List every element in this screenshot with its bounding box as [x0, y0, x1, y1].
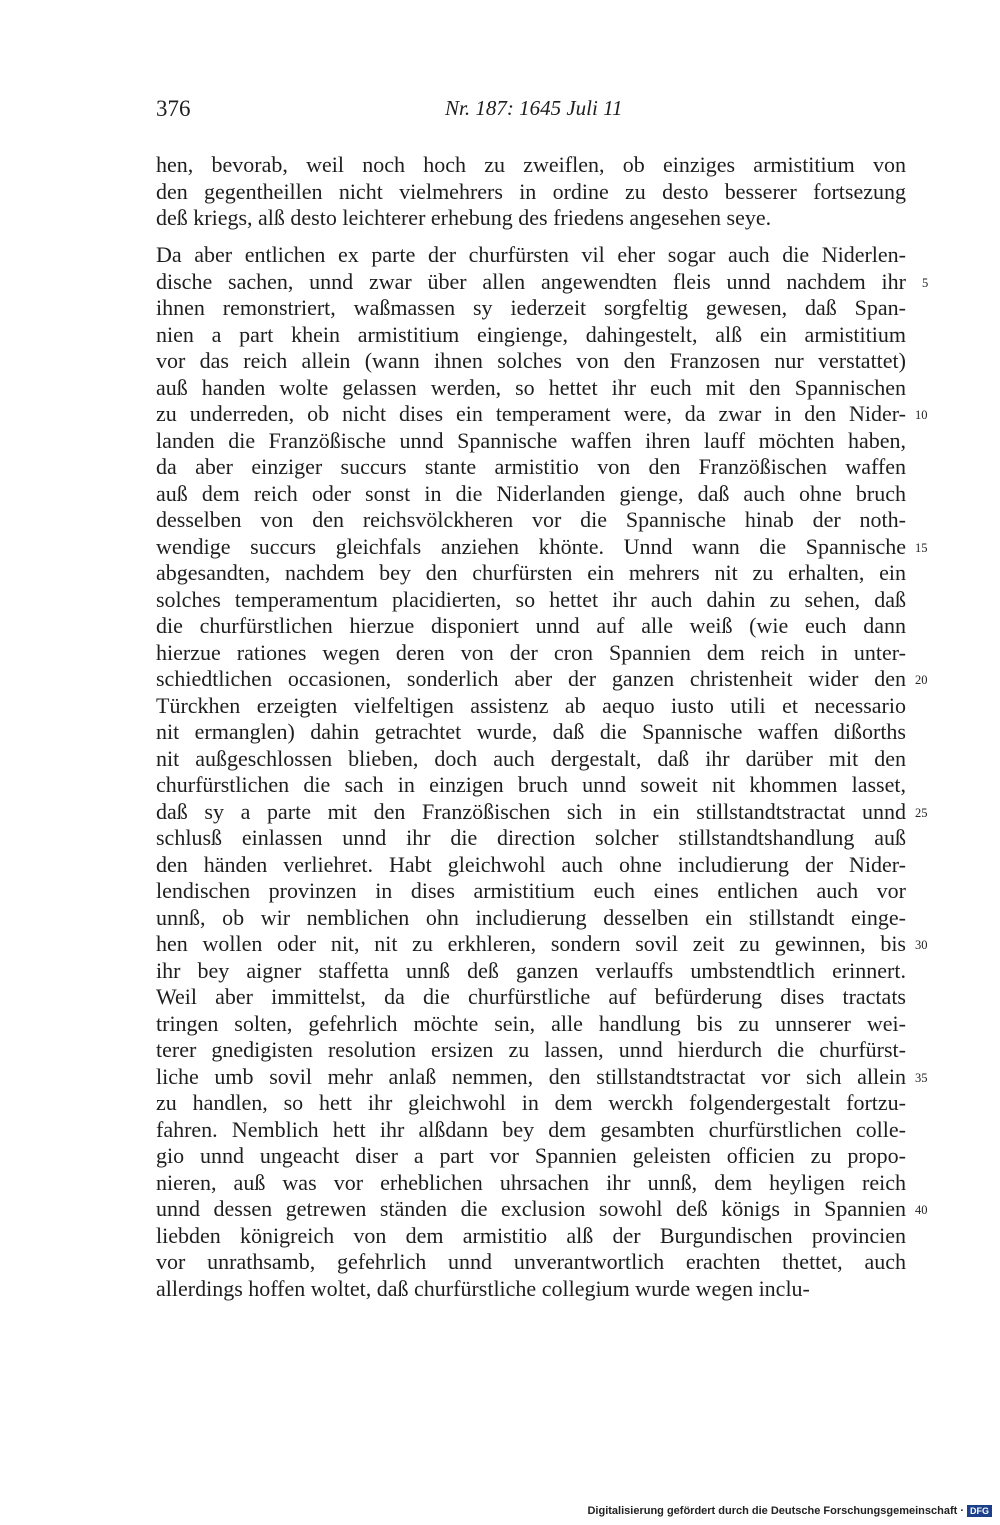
- text-line: wendige succurs gleichfals anziehen khönte. Unnd wann die Spannische: [156, 533, 906, 559]
- line-number: 30: [915, 938, 928, 952]
- text-line: desselben von den reichsvölckheren vor die Spannische hinab der noth-: [156, 507, 906, 532]
- text-line: schlusß einlassen unnd ihr die direction solcher stillstandtshandlung auß: [156, 825, 906, 850]
- text-line: den gegentheillen nicht vielmehrers in ordine zu desto besserer fortsezung: [156, 178, 906, 204]
- text-line: liebden königreich von dem armistitio alß der Burgundischen provincien: [156, 1222, 906, 1248]
- line-number: 5: [922, 275, 929, 290]
- text-line: da aber einziger succurs stante armistitio von den Franzößischen waffen: [156, 454, 906, 479]
- footer-text: Digitalisierung gefördert durch die Deutsche Forschungsgemeinschaft ·: [587, 1505, 964, 1517]
- line-number: 40: [915, 1203, 928, 1217]
- text-line: terer gnedigisten resolution ersizen zu lassen, unnd hierdurch die churfürst-: [156, 1037, 906, 1062]
- text-line: daß sy a parte mit den Franzößischen sich in ein stillstandtstractat unnd: [156, 798, 906, 824]
- text-line: deß kriegs, alß desto leichterer erhebung des friedens angesehen seye.: [156, 205, 772, 230]
- text-line: hierzue rationes wegen deren von der cron Spannien dem reich in unter-: [156, 639, 906, 665]
- text-line: unnß, ob wir nemblichen ohn includierung desselben ein stillstandt einge-: [156, 904, 906, 930]
- text-line: unnd dessen getrewen ständen die exclusion sowohl deß königs in Spannien: [156, 1196, 906, 1221]
- paragraph-1: [156, 152, 906, 232]
- line-number: 25: [915, 805, 928, 820]
- page-number: 376: [156, 96, 191, 121]
- text-line: Da aber entlichen ex parte der churfürsten vil eher sogar auch die Niderlen-: [156, 242, 906, 267]
- text-line: nit außgeschlossen blieben, doch auch dergestalt, daß ihr darüber mit den: [156, 745, 906, 771]
- text-line: hen wollen oder nit, nit zu erkhleren, sondern sovil zeit zu gewinnen, bis: [156, 931, 906, 956]
- dfg-logo: DFG: [967, 1505, 992, 1517]
- text-line: nit ermanglen) dahin getrachtet wurde, daß die Spannische waffen dißorths: [156, 719, 906, 744]
- text-line: tringen solten, gefehrlich möchte sein, alle handlung bis zu unnserer wei-: [156, 1010, 906, 1036]
- text-line: hen, bevorab, weil noch hoch zu zweiflen, ob einziges armistitium von: [156, 152, 906, 177]
- text-line: churfürstlichen die sach in einzigen bruch unnd soweit nit khommen lasset,: [156, 772, 906, 797]
- text-line: schiedtlichen occasionen, sonderlich aber der ganzen christenheit wider den: [156, 666, 906, 691]
- text-line: auß dem reich oder sonst in die Niderlanden gienge, daß auch ohne bruch: [156, 480, 906, 506]
- text-line: nien a part khein armistitium eingienge, dahingestelt, alß ein armistitium: [156, 321, 906, 347]
- line-number: 15: [915, 540, 928, 555]
- text-line: vor das reich allein (wann ihnen solches von den Franzosen nur verstattet): [156, 348, 906, 373]
- text-line: Türckhen erzeigten vielfeltigen assistenz ab aequo iusto utili et necessario: [156, 692, 906, 718]
- text-line: ihnen remonstriert, waßmassen sy iederzeit sorgfeltig gewesen, daß Span-: [156, 295, 906, 320]
- running-head: Nr. 187: 1645 Juli 11: [445, 96, 623, 120]
- footer: [587, 1505, 992, 1517]
- text-line: abgesandten, nachdem bey den churfürsten ein mehrers nit zu erhalten, ein: [156, 560, 906, 585]
- text-line: zu underreden, ob nicht dises ein temperament were, da zwar in den Nider-: [156, 401, 906, 426]
- text-line: liche umb sovil mehr anlaß nemmen, den stillstandtstractat vor sich allein: [156, 1063, 906, 1089]
- text-line: dische sachen, unnd zwar über allen angewendten fleis unnd nachdem ihr: [156, 268, 906, 294]
- text-line: gio unnd ungeacht diser a part vor Spannien geleisten officien zu propo-: [156, 1143, 906, 1168]
- text-line: fahren. Nemblich hett ihr alßdann bey dem gesambten churfürstlichen colle-: [156, 1116, 906, 1142]
- text-line: ihr bey aigner staffetta unnß deß ganzen verlauffs umbstendtlich erinnert.: [156, 957, 906, 983]
- line-number: 20: [915, 673, 928, 687]
- text-line: solches temperamentum placidierten, so hettet ihr auch dahin zu sehen, daß: [156, 586, 906, 612]
- text-line: die churfürstlichen hierzue disponiert unnd auf alle weiß (wie euch dann: [156, 613, 906, 638]
- text-line: zu handlen, so hett ihr gleichwohl in dem werckh folgendergestalt fortzu-: [156, 1090, 906, 1115]
- paragraph-2: [156, 242, 906, 1302]
- text-line: nieren, auß was vor erheblichen uhrsachen ihr unnß, dem heyligen reich: [156, 1169, 906, 1195]
- text-line: vor unrathsamb, gefehrlich unnd unverantwortlich erachten thettet, auch: [156, 1249, 906, 1274]
- text-line: allerdings hoffen woltet, daß churfürstliche collegium wurde wegen inclu-: [156, 1275, 810, 1301]
- line-number: 10: [915, 408, 928, 422]
- text-line: Weil aber immittelst, da die churfürstliche auf befürderung dises tractats: [156, 984, 906, 1009]
- line-number: 35: [915, 1070, 928, 1085]
- text-line: lendischen provinzen in dises armistitium euch eines entlichen auch vor: [156, 878, 906, 903]
- text-line: landen die Franzößische unnd Spannische waffen ihren lauff möchten haben,: [156, 427, 906, 453]
- text-line: den händen verliehret. Habt gleichwohl auch ohne includierung der Nider-: [156, 851, 906, 877]
- text-line: auß handen wolte gelassen werden, so hettet ihr euch mit den Spannischen: [156, 374, 906, 400]
